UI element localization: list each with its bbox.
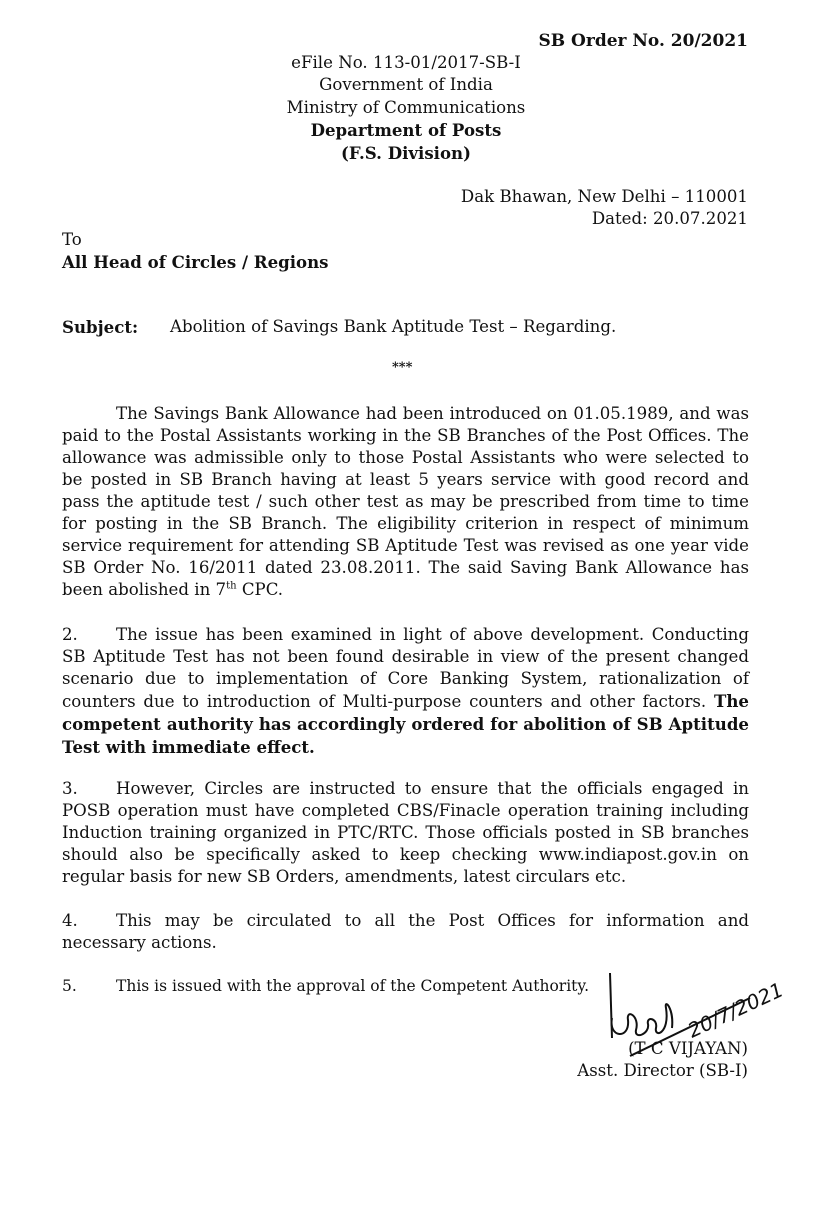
to-label: To [62,230,82,249]
paragraph-3-number: 3. [62,779,78,798]
signatory-designation: Asst. Director (SB-I) [577,1061,748,1080]
paragraph-5 [62,975,589,997]
paragraph-2-number: 2. [62,625,78,644]
subject-text: Abolition of Savings Bank Aptitude Test – Regarding. [170,317,617,336]
signatory-block [577,1038,748,1082]
paragraph-4-number: 4. [62,911,78,930]
letterhead [200,52,612,164]
signature-date: 20/7/2021 [683,977,788,1043]
separator: *** [392,360,413,375]
paragraph-4 [62,910,749,954]
paragraph-1 [62,403,749,601]
paragraph-1-text: The Savings Bank Allowance had been introduced on 01.05.1989, and was paid to the Postal Assistants working in the SB Branches of the Post Offices. The allowance was admissible only to those Postal Assistants who were selected to be posted in SB Branch having at least 5 years service with good record and pass the aptitude test / such other test as may be prescribed from time to time for posting in the SB Branch. The eligibility criterion in respect of minimum service requirement for attending SB Aptitude Test was revised as one year vide SB Order No. 16/2011 dated 23.08.2011. The said Saving Bank Allowance has been abolished in 7 [62,404,749,599]
efile-number: eFile No. 113-01/2017-SB-I [291,53,521,72]
government-line: Government of India [319,75,493,95]
paragraph-5-number: 5. [62,977,77,995]
paragraph-2 [62,624,749,759]
ministry-line: Ministry of Communications [286,97,526,117]
paragraph-3 [62,778,749,888]
subject-line [62,316,617,339]
department-line: Department of Posts [310,120,502,141]
paragraph-3-text: However, Circles are instructed to ensure that the officials engaged in POSB operation must have completed CBS/Finacle operation training including Induction training organized in PTC/RTC. Those officials posted in SB branches should also be specifically asked to keep checking www.indiapost.gov.in on regular basis for new SB Orders, amendments, latest circulars etc. [62,779,749,886]
paragraph-2-bold: The competent authority has accordingly ordered for abolition of SB Aptitude Test with immediate effect. [62,691,749,757]
order-number: SB Order No. 20/2021 [538,31,748,51]
date: Dated: 20.07.2021 [591,209,748,228]
signatory-name: (T C VIJAYAN) [628,1039,748,1058]
paragraph-5-text: This is issued with the approval of the Competent Authority. [116,977,590,995]
paragraph-1-sup: th [226,580,237,592]
addressee: All Head of Circles / Regions [62,252,329,272]
paragraph-4-text: This may be circulated to all the Post Offices for information and necessary actions. [62,911,749,952]
place: Dak Bhawan, New Delhi – 110001 [460,187,748,206]
paragraph-2-text: The issue has been examined in light of above development. Conducting SB Aptitude Test has not been found desirable in view of the present changed scenario due to implementation of Core Banking System, rationalization of counters due to introduction of Multi-purpose counters and other factors. [62,625,749,711]
subject-label: Subject: [62,317,139,337]
paragraph-1-tail: CPC. [236,580,284,599]
division-line: (F.S. Division) [341,142,471,163]
addressee-block [62,228,329,274]
place-date-block [461,186,748,230]
